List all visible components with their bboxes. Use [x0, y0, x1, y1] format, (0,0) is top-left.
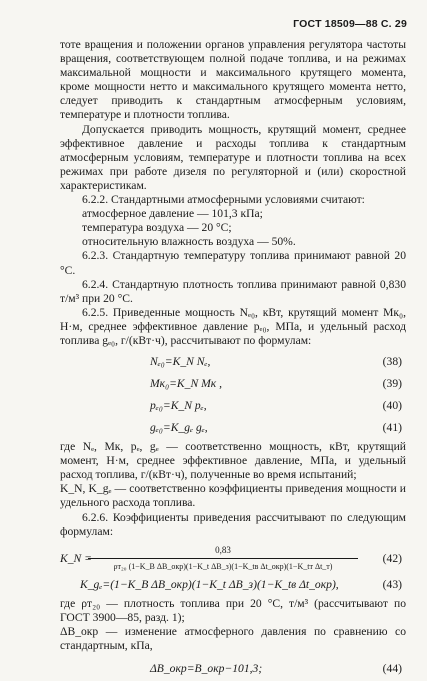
formula-number: (39) — [382, 377, 402, 391]
formula-43 — [60, 575, 406, 597]
formula-39 — [60, 374, 406, 396]
formula-41 — [60, 418, 406, 440]
formula-expr: pₑ₀=K_N pₑ, — [150, 399, 207, 413]
formula-38 — [60, 352, 406, 374]
formula-expr: gₑ₀=K_gₑ gₑ, — [150, 421, 208, 435]
formula-number: (42) — [382, 551, 402, 565]
paragraph: где ρт₂₀ — плотность топлива при 20 °С, т/м³ (рассчитывают по ГОСТ 3900—85, разд. 1); — [60, 596, 406, 624]
formula-number: (38) — [382, 355, 402, 369]
formula-number: (40) — [382, 399, 402, 413]
section-6-2-2: 6.2.2. Стандартными атмосферными условиями считают: — [82, 193, 365, 207]
formula-42 — [60, 543, 406, 575]
document-body — [60, 38, 406, 681]
paragraph: K_N, K_gₑ — соответственно коэффициенты приведения мощности и удельного расхода топлива. — [60, 482, 406, 510]
list-item: атмосферное давление — 101,3 кПа; — [82, 207, 263, 221]
section-6-2-5: 6.2.5. Приведенные мощность Nₑ₀, кВт, крутящий момент Mк₀, Н·м, среднее эффективное давление pₑ₀, МПа, и удельный расход топлива gₑ₀, г/(кВт·ч), рассчитывают по формулам: — [60, 305, 406, 347]
formula-expr: Nₑ₀=K_N Nₑ, — [150, 355, 211, 369]
paragraph: тоте вращения и положении органов управления регулятора частоты вращения, соответствующем полной подаче топлива, и на режимах максимальной мощности и максимального крутящего момента, кроме мощности нетто и максимального крутящего момента нетто, следует приводить к стандартным атмосферным условиям, температуре и плотности топлива. — [60, 38, 406, 122]
list-item: относительную влажность воздуха — 50%. — [82, 235, 296, 249]
paragraph: где Nₑ, Mк, pₑ, gₑ — соответственно мощность, кВт, крутящий момент, Н·м, среднее эффективное давление, МПа, и удельный расход топлива, г/(кВт·ч), полученные во время испытаний; — [60, 440, 406, 482]
formula-number: (44) — [382, 662, 402, 676]
formula-expr: K_gₑ=(1−K_B ΔB_окр)(1−K_t ΔB_з)(1−K_tв Δt_окр), — [80, 577, 339, 591]
page-header: ГОСТ 18509—88 С. 29 — [293, 18, 407, 30]
formula-lhs: K_N = — [60, 551, 92, 565]
formula-44 — [60, 659, 406, 681]
paragraph: Допускается приводить мощность, крутящий момент, среднее эффективное давление и расходы топлива к стандартным атмосферным условиям, температуре и плотности топлива на всех режимах при работе дизеля по регуляторной и (или) скоростной характеристикам. — [60, 122, 406, 192]
formula-number: (41) — [382, 421, 402, 435]
denominator: ρт₂₀ (1−K_B ΔB_окр)(1−K_t ΔB_з)(1−K_tв Δt_окр)(1−K_tт Δt_т) — [113, 561, 333, 571]
section-6-2-4: 6.2.4. Стандартную плотность топлива принимают равной 0,830 т/м³ при 20 °С. — [60, 277, 406, 305]
formula-expr: Mк₀=K_N Mк , — [150, 377, 222, 391]
fraction — [88, 543, 358, 574]
list-item: температура воздуха — 20 °С; — [82, 221, 232, 235]
formula-40 — [60, 396, 406, 418]
section-6-2-6: 6.2.6. Коэффициенты приведения рассчитывают по следующим формулам: — [60, 510, 406, 538]
formula-expr: ΔB_окр=B_окр−101,3; — [150, 662, 263, 676]
numerator: 0,83 — [88, 543, 358, 559]
section-6-2-3: 6.2.3. Стандартную температуру топлива принимают равной 20 °С. — [60, 249, 406, 277]
paragraph: ΔB_окр — изменение атмосферного давления по сравнению со стандартным, кПа, — [60, 624, 406, 652]
formula-number: (43) — [382, 577, 402, 591]
